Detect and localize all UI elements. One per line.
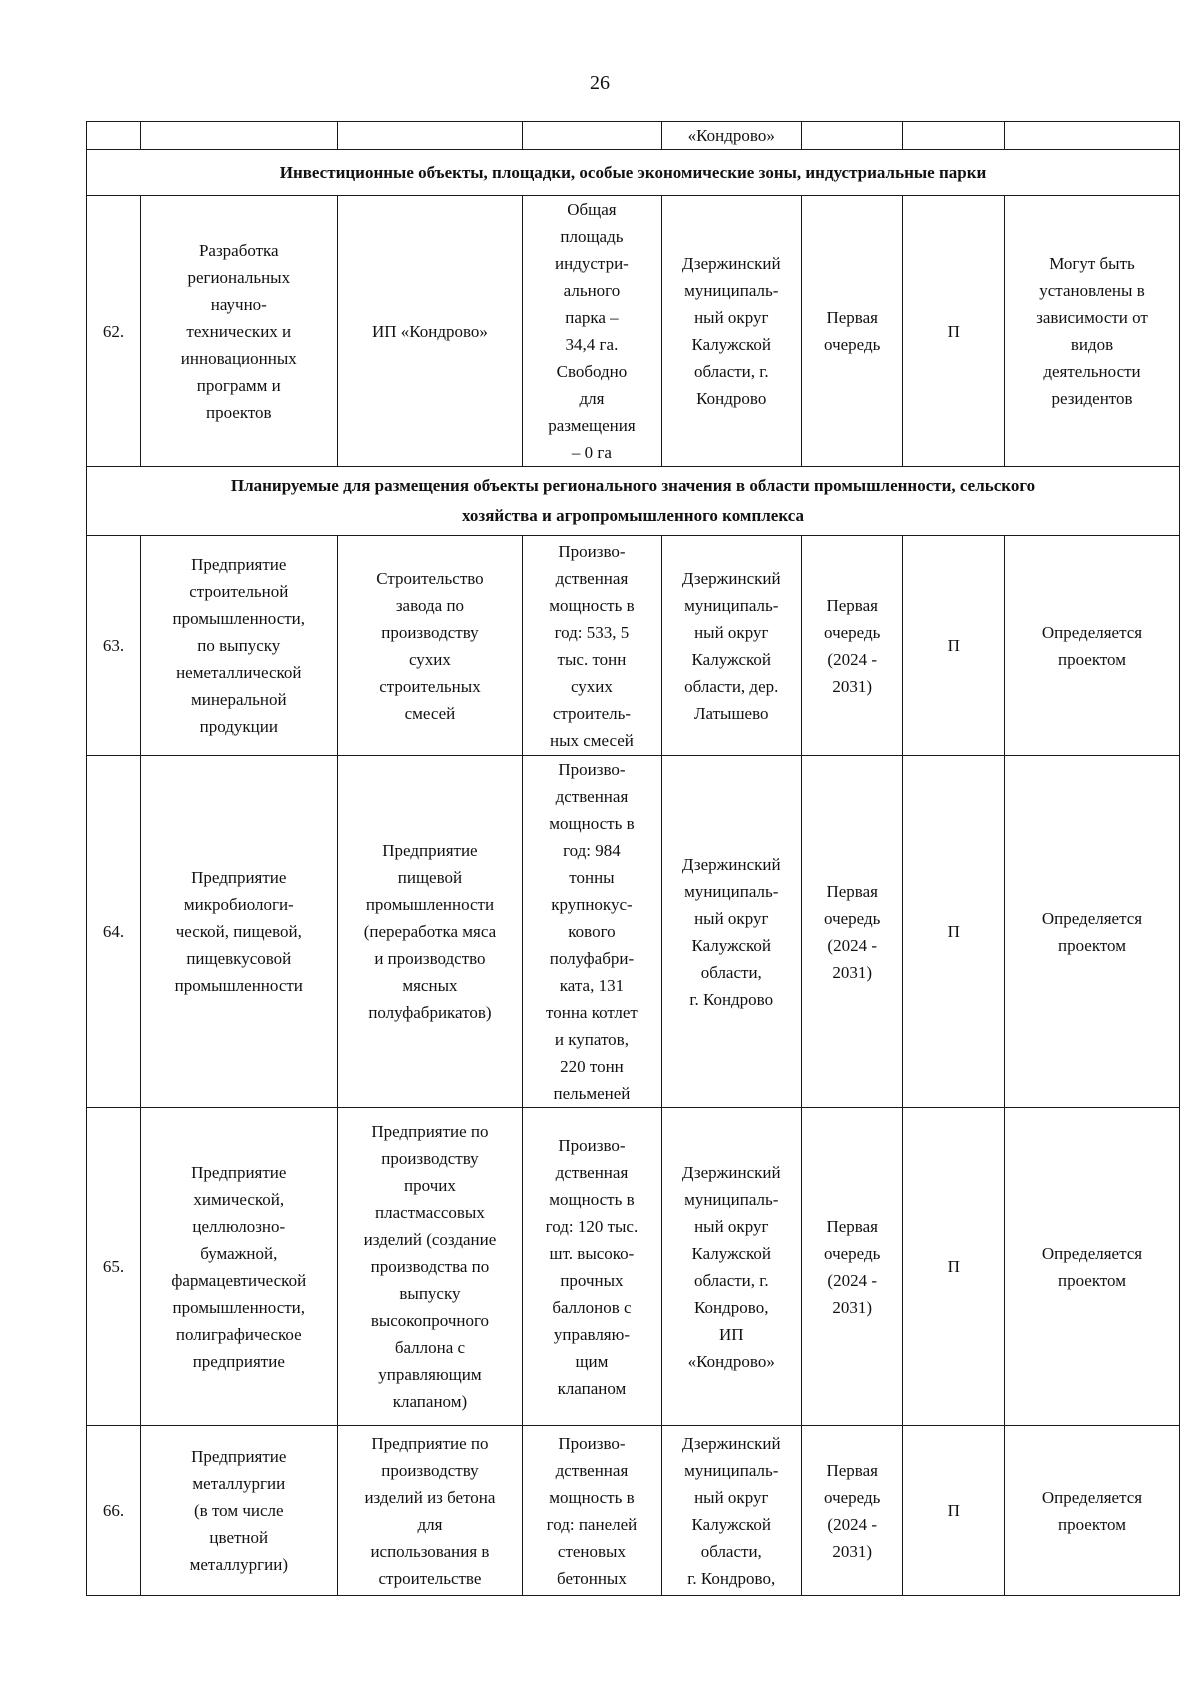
cell-zone: Могут быть установлены в зависимости от видов деятельности резидентов	[1004, 196, 1179, 467]
cell-empty	[337, 122, 523, 150]
table-row	[87, 1426, 1180, 1596]
cell-name: Разработка региональных научно- технических и инновационных программ и проектов	[141, 196, 338, 467]
cell-status: П	[903, 756, 1005, 1108]
cell-object: Предприятие по производству прочих пластмассовых изделий (создание производства по выпуску высокопрочного баллона с управляющим клапаном)	[337, 1108, 523, 1426]
cell-zone: Определяется проектом	[1004, 536, 1179, 756]
cell-zone: Определяется проектом	[1004, 756, 1179, 1108]
cell-capacity: Произво- дственная мощность в год: 120 тыс. шт. высоко- прочных баллонов с управляю- щим клапаном	[523, 1108, 661, 1426]
cell-empty	[903, 122, 1005, 150]
section-row	[87, 467, 1180, 536]
table-row	[87, 1108, 1180, 1426]
cell-location: Дзержинский муниципаль- ный округ Калужской области, г. Кондрово	[661, 756, 801, 1108]
cell-capacity: Произво- дственная мощность в год: 533, 5 тыс. тонн сухих строитель- ных смесей	[523, 536, 661, 756]
cell-empty	[801, 122, 903, 150]
cell-zone: Определяется проектом	[1004, 1108, 1179, 1426]
cell-empty	[141, 122, 338, 150]
cell-location: Дзержинский муниципаль- ный округ Калужской области, г. Кондрово, ИП «Кондрово»	[661, 1108, 801, 1426]
cell-name: Предприятие металлургии (в том числе цветной металлургии)	[141, 1426, 338, 1596]
cell-num: 64.	[87, 756, 141, 1108]
cell-object: Предприятие пищевой промышленности (переработка мяса и производство мясных полуфабрикатов)	[337, 756, 523, 1108]
cell-location: Дзержинский муниципаль- ный округ Калужской области, дер. Латышево	[661, 536, 801, 756]
cell-stage: Первая очередь (2024 - 2031)	[801, 1426, 903, 1596]
cell-capacity: Общая площадь индустри- ального парка – 34,4 га. Свободно для размещения – 0 га	[523, 196, 661, 467]
cell-name: Предприятие микробиологи- ческой, пищевой, пищевкусовой промышленности	[141, 756, 338, 1108]
cell-capacity: Произво- дственная мощность в год: 984 тонны крупнокус- кового полуфабри- ката, 131 тонна котлет и купатов, 220 тонн пельменей	[523, 756, 661, 1108]
cell-object: Строительство завода по производству сухих строительных смесей	[337, 536, 523, 756]
page-number: 26	[590, 72, 610, 94]
table-row	[87, 536, 1180, 756]
section-heading: Планируемые для размещения объекты регионального значения в области промышленности, сельского хозяйства и агропромышленного комплекса	[87, 467, 1180, 536]
cell-empty	[1004, 122, 1179, 150]
section-row	[87, 150, 1180, 196]
cell-num: 63.	[87, 536, 141, 756]
cell-stage: Первая очередь (2024 - 2031)	[801, 756, 903, 1108]
cell-num: 66.	[87, 1426, 141, 1596]
cell-empty	[87, 122, 141, 150]
cell-num: 65.	[87, 1108, 141, 1426]
cell-status: П	[903, 196, 1005, 467]
cell-stage: Первая очередь (2024 - 2031)	[801, 1108, 903, 1426]
cell-num: 62.	[87, 196, 141, 467]
cell-status: П	[903, 536, 1005, 756]
continuation-row	[87, 122, 1180, 150]
objects-table	[86, 121, 1180, 1596]
cell-stage: Первая очередь (2024 - 2031)	[801, 536, 903, 756]
cell-empty	[523, 122, 661, 150]
continuation-cell: «Кондрово»	[661, 122, 801, 150]
cell-status: П	[903, 1426, 1005, 1596]
cell-status: П	[903, 1108, 1005, 1426]
cell-stage: Первая очередь	[801, 196, 903, 467]
cell-name: Предприятие строительной промышленности, по выпуску неметаллической минеральной продукции	[141, 536, 338, 756]
cell-object: Предприятие по производству изделий из бетона для использования в строительстве	[337, 1426, 523, 1596]
table-row	[87, 756, 1180, 1108]
table-row	[87, 196, 1180, 467]
section-heading: Инвестиционные объекты, площадки, особые экономические зоны, индустриальные парки	[87, 150, 1180, 196]
cell-name: Предприятие химической, целлюлозно- бумажной, фармацевтической промышленности, полиграфическое предприятие	[141, 1108, 338, 1426]
cell-location: Дзержинский муниципаль- ный округ Калужской области, г. Кондрово	[661, 196, 801, 467]
cell-capacity: Произво- дственная мощность в год: панелей стеновых бетонных	[523, 1426, 661, 1596]
cell-location: Дзержинский муниципаль- ный округ Калужской области, г. Кондрово,	[661, 1426, 801, 1596]
cell-zone: Определяется проектом	[1004, 1426, 1179, 1596]
cell-object: ИП «Кондрово»	[337, 196, 523, 467]
